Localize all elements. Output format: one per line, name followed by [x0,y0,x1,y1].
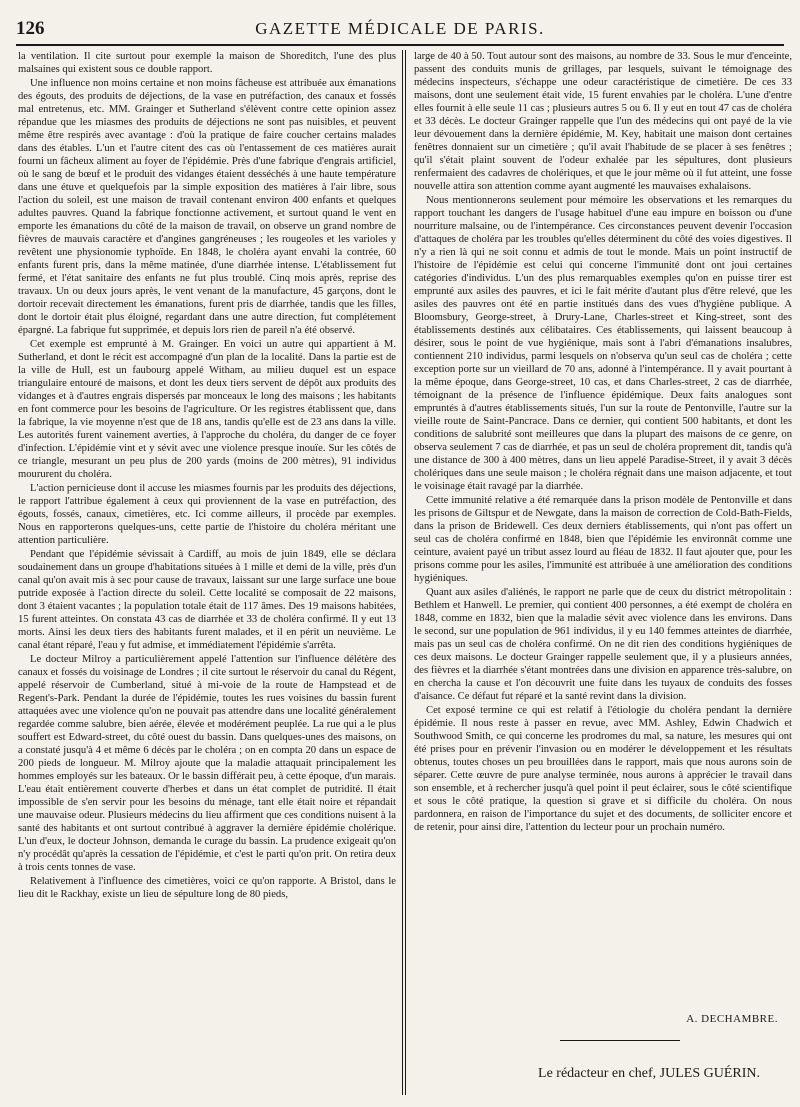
editor-credit: Le rédacteur en chef, JULES GUÉRIN. [538,1066,760,1081]
paragraph: Pendant que l'épidémie sévissait à Cardiff, au mois de juin 1849, elle se déclara soudainement dans un groupe d'habitations situées à 1 mille et demi de la ville, près d'un canal qu'on avait mis à sec pour cause de travaux, laissant sur une large surface une boue putride exposée à l'action directe du soleil. Cette localité se composait de 22 maisons, dont 3 étaient vacantes ; la population totale était de 117 âmes. Des 19 maisons habitées, 15 furent atteintes. On constata 43 cas de diarrhée et 33 de choléra confirmé. Il y eut 13 morts. Ainsi les deux tiers des habitants furent malades, et il en périt un neuvième. Le canal étant réparé, l'eau y fut admise, et immédiatement l'épidémie s'arrêta. [18,549,396,651]
separator-rule [560,1040,680,1041]
paragraph: large de 40 à 50. Tout autour sont des maisons, au nombre de 33. Sous le mur d'enceinte, passent des conduits munis de grillages, par lesquels, suivant le témoignage des médecins inspecteurs, s'échappe une odeur caractéristique de cimetière. De ces 33 maisons, dont une seulement était vide, 15 furent envahies par le choléra. L'une d'entre elles fournit à elle seule 11 cas ; plusieurs autres 5 ou 6. Il y eut en tout 47 cas de choléra et 33 décès. Le docteur Grainger rappelle que l'un des médecins qui ont payé de la vie leur dévouement dans la dernière épidémie, M. Key, habitait une maison dont certaines fenêtres donnaient sur un cimetière ; qu'il avait l'habitude de se placer à ses fenêtres ; qu'il s'était plaint souvent de l'odeur exhalée par les sépultures, dont plusieurs renfermaient des cadavres de cholériques, et que le jour même où il fut atteint, une fosse nouvelle attira son attention comme ayant augmenté les mauvaises exhalaisons. [414,51,792,192]
right-column [414,50,792,1010]
left-column [18,50,396,1092]
paragraph: L'action pernicieuse dont il accuse les miasmes fournis par les produits des déjections, le rapport l'attribue également à ceux qui proviennent de la vase en putréfaction, des égouts, fossés, canaux, cimetières, etc. Ici comme ailleurs, il procède par exemples. Nous en rapporterons quelques-uns, cette partie de l'histoire du choléra méritant une attention particulière. [18,483,396,546]
paragraph: Relativement à l'influence des cimetières, voici ce qu'on rapporte. A Bristol, dans le lieu dit le Rackhay, existe un lieu de sépulture long de 80 pieds, [18,876,396,900]
paragraph: Une influence non moins certaine et non moins fâcheuse est attribuée aux émanations des égouts, des produits de déjections, de la vase en putréfaction, des canaux et fossés mal entretenus, etc. MM. Grainger et Sutherland s'élèvent contre cette opinion assez répandue que les miasmes des produits de déjections ne sont pas nuisibles, et peuvent même être respirés avec avantage : d'où la pratique de faire coucher certains malades dans des étables. L'un et l'autre citent des cas où l'entassement de ces matières aurait fourni un fâcheux aliment au foyer de l'épidémie. Près d'une fabrique d'engrais artificiel, où le sang de bœuf et le produit des vidanges étaient desséchés à une haute température dans une étuve et quelquefois par la simple exposition des matières à l'air libre, sous l'action du soleil, est une maison de travail contenant environ 400 enfants et quelques adultes pauvres. Quand la fabrique fonctionne activement, et surtout quand le vent en emporte les émanations du côté de la maison de travail, on observe un grand nombre de fièvres de mauvais caractère et d'angines gangréneuses ; les rougeoles et les varioles y revêtent une physionomie typhoïde. En 1848, le choléra ayant envahi la contrée, 60 enfants furent pris, dans la même matinée, d'une diarrhée intense. L'établissement fut fermé, et l'état sanitaire des enfants ne fut plus troublé. Cinq mois après, reprise des travaux. Un ou deux jours après, le vent venant de la manufacture, 45 garçons, dont le dortoir recevait directement les émanations, furent pris de diarrhée, tandis que les filles, dont le dortoir était plus éloigné, regardant dans une autre direction, fut complétement épargné. La fabrique fut supprimée, et depuis lors rien de pareil n'a été observé. [18,78,396,336]
paragraph: la ventilation. Il cite surtout pour exemple la maison de Shoreditch, l'une des plus malsaines qui existent sous ce double rapport. [18,51,396,75]
column-divider [405,50,406,1095]
column-divider [402,50,403,1095]
paragraph: Cet exemple est emprunté à M. Grainger. En voici un autre qui appartient à M. Sutherland, et dont le récit est accompagné d'un plan de la localité. Dans la partie est de la ville de Hull, est un faubourg appelé Witham, au milieu duquel est un espace triangulaire entouré de maisons, et dont les deux tiers servent de dépôt aux produits des vidanges et à d'autres engrais dispersés par monceaux le long des maisons ; les habitants en font commerce pour les besoins de l'agriculture. Or les registres établissent que, dans la fabrique, la vie moyenne n'est que de 18 ans, tandis qu'elle est de 23 ans dans la ville. Les autorités furent vainement averties, à l'approche du choléra, du danger de ce foyer d'infection. L'épidémie vint et y sévit avec une violence presque inouïe. Sur les côtés de ce triangle, mesurant un peu plus de 200 yards (moins de 200 mètres), 91 individus moururent du choléra. [18,339,396,480]
author-signature: A. DECHAMBRE. [686,1013,778,1025]
paragraph: Cette immunité relative a été remarquée dans la prison modèle de Pentonville et dans les prisons de Giltspur et de Newgate, dans la maison de correction de Cold-Bath-Fields, dans la prison de Bridewell. Ces deux derniers établissements, qui n'ont pas offert un seul cas de choléra confirmé en 1848, bien que l'épidémie les environnât comme une ceinture, avaient payé un tribut assez lourd au fléau de 1832. Il faut ajouter que, pour les prisons comme pour les asiles, l'immunité est attribuée à une amélioration des conditions hygiéniques. [414,495,792,584]
page-header [16,18,784,46]
paragraph: Le docteur Milroy a particulièrement appelé l'attention sur l'influence délétère des canaux et fossés du voisinage de Londres ; il cite surtout le réservoir du canal du Régent, appelé réservoir de Cumberland, situé à mi-voie de la route de Hampstead et de Regent's-Park. Pendant la durée de l'épidémie, toutes les rues voisines du bassin furent attaquées avec une violence qu'on ne pouvait pas attendre dans une localité généralement regardée comme salubre, bien aérée, élevée et modérément peuplée. La rue qui a le plus souffert est Edward-street, du côté ouest du bassin. Dans quelques-unes des maisons, on a constaté jusqu'à 4 et même 6 décès par le choléra ; on en compta 20 dans un espace de 200 pieds de longueur. M. Milroy ajoute que la maladie attaquait principalement les hommes employés sur les bateaux. Or le bassin différait peu, à cette époque, d'un marais. L'eau était entièrement couverte d'herbes et dans un état complet de putridité. Il était impossible de s'en servir pour les besoins du ménage, tant elle était noire et répandait une mauvaise odeur. Plusieurs médecins du lieu affirment que ces conditions nuisent à la santé des habitants et ont surtout contribué à aggraver la dernière épidémie cholérique. L'un d'eux, le docteur Johnson, demanda le curage du bassin. La prudence exigeait qu'on n'y procédât qu'après la cessation de l'épidémie, et c'est le parti qu'on prit. On retira deux à trois cents tonnes de vase. [18,654,396,873]
paragraph: Quant aux asiles d'aliénés, le rapport ne parle que de ceux du district métropolitain : Bethlem et Hanwell. Le premier, qui contient 400 personnes, a été exempt de choléra en 1848, comme en 1832, bien que la maladie sévit avec violence dans les environs. Dans le second, sur une population de 961 individus, il y eu 140 femmes atteintes de diarrhée, mais pas un seul cas de choléra confirmé. On ne dit rien des conditions hygiéniques de ces deux maisons. Le docteur Grainger rappelle seulement que, il y a plusieurs années, des fièvres et la diarrhée s'étant montrées dans une division en apparence très-salubre, on en chercha la cause et l'on découvrit une fuite dans les tuyaux de conduits des fosses d'aisance. Ce défaut fut réparé et la santé revint dans la division. [414,587,792,702]
paragraph: Cet exposé termine ce qui est relatif à l'étiologie du choléra pendant la dernière épidémie. Il nous reste à passer en revue, avec MM. Ashley, Edwin Chadwich et Southwood Smith, ce qui concerne les prodromes du mal, sa nature, les mesures qui ont été prises pour en prévenir l'invasion ou en modérer le développement et les résultats obtenus, toutes choses un peu brouillées dans le rapport, mais que nous aurons soin de séparer. Cette œuvre de pure analyse terminée, nous aurons à apprécier le travail dans son ensemble, et à rechercher jusqu'à quel point il peut éclairer, sous le côté scientifique et sous le côté pratique, la question si grave et si difficile du choléra. On nous pardonnera, en raison de l'importance du sujet et des documents, de solliciter encore et de retenir, pour ainsi dire, l'attention du lecteur pour un prochain numéro. [414,705,792,833]
journal-title: GAZETTE MÉDICALE DE PARIS. [255,19,545,38]
page-number: 126 [16,18,45,39]
paragraph: Nous mentionnerons seulement pour mémoire les observations et les remarques du rapport touchant les dangers de l'usage habituel d'une eau impure en boisson ou d'une nourriture malsaine, ou de l'intempérance. Ces circonstances peuvent devenir l'occasion d'attaques de choléra par les troubles qu'elles déterminent du côté des voies digestives. Il n'y a rien là qui ne soit connu et admis de tout le monde. Mais un point instructif de l'histoire de l'épidémie est celui qui concerne l'immunité dont ont joui certaines catégories d'individus. L'un des plus remarquables exemples qu'on en puisse tirer est emprunté aux asiles des pauvres, et ici le fait mérite d'autant plus d'être relevé, que les asiles des pauvres ont été en partie institués dans des vues d'hygiène publique. A Bloomsbury, George-street, à Drury-Lane, Charles-street et King-street, sont des établissements destinés aux célibataires. Ces établissements, qui laissent beaucoup à désirer, sous le point de vue hygiénique, mais sont à l'abri d'émanations insalubres, contiennent 210 individus, parmi lesquels on n'observa qu'un seul cas de choléra ; cette exception porte sur un vieillard de 70 ans, adonné à l'intempérance. Il y avait pourtant à la même époque, dans George-street, 10 cas, et dans Charles-street, 2 cas de diarrhée, témoignant de la présence de l'influence épidémique. Deux faits analogues sont empruntés à d'autres établissements situés, l'un sur la route de Pentonville, l'autre sur la vieille route de Saint-Pancrace. Dans ce dernier, qui contient 500 habitants, et dont les conditions de salubrité sont meilleures que dans la plupart des maisons de ce genre, on observa seulement 7 cas de diarrhée, et pas un seul de choléra proprement dit, tandis qu'à une distance de 300 à 400 mètres, dans un lieu appelé Paradise-Street, il y avait 3 décès cholériques dans une seule maison ; le choléra régnait dans une maison adjacente, et tout le voisinage était ravagé par la diarrhée. [414,195,792,492]
